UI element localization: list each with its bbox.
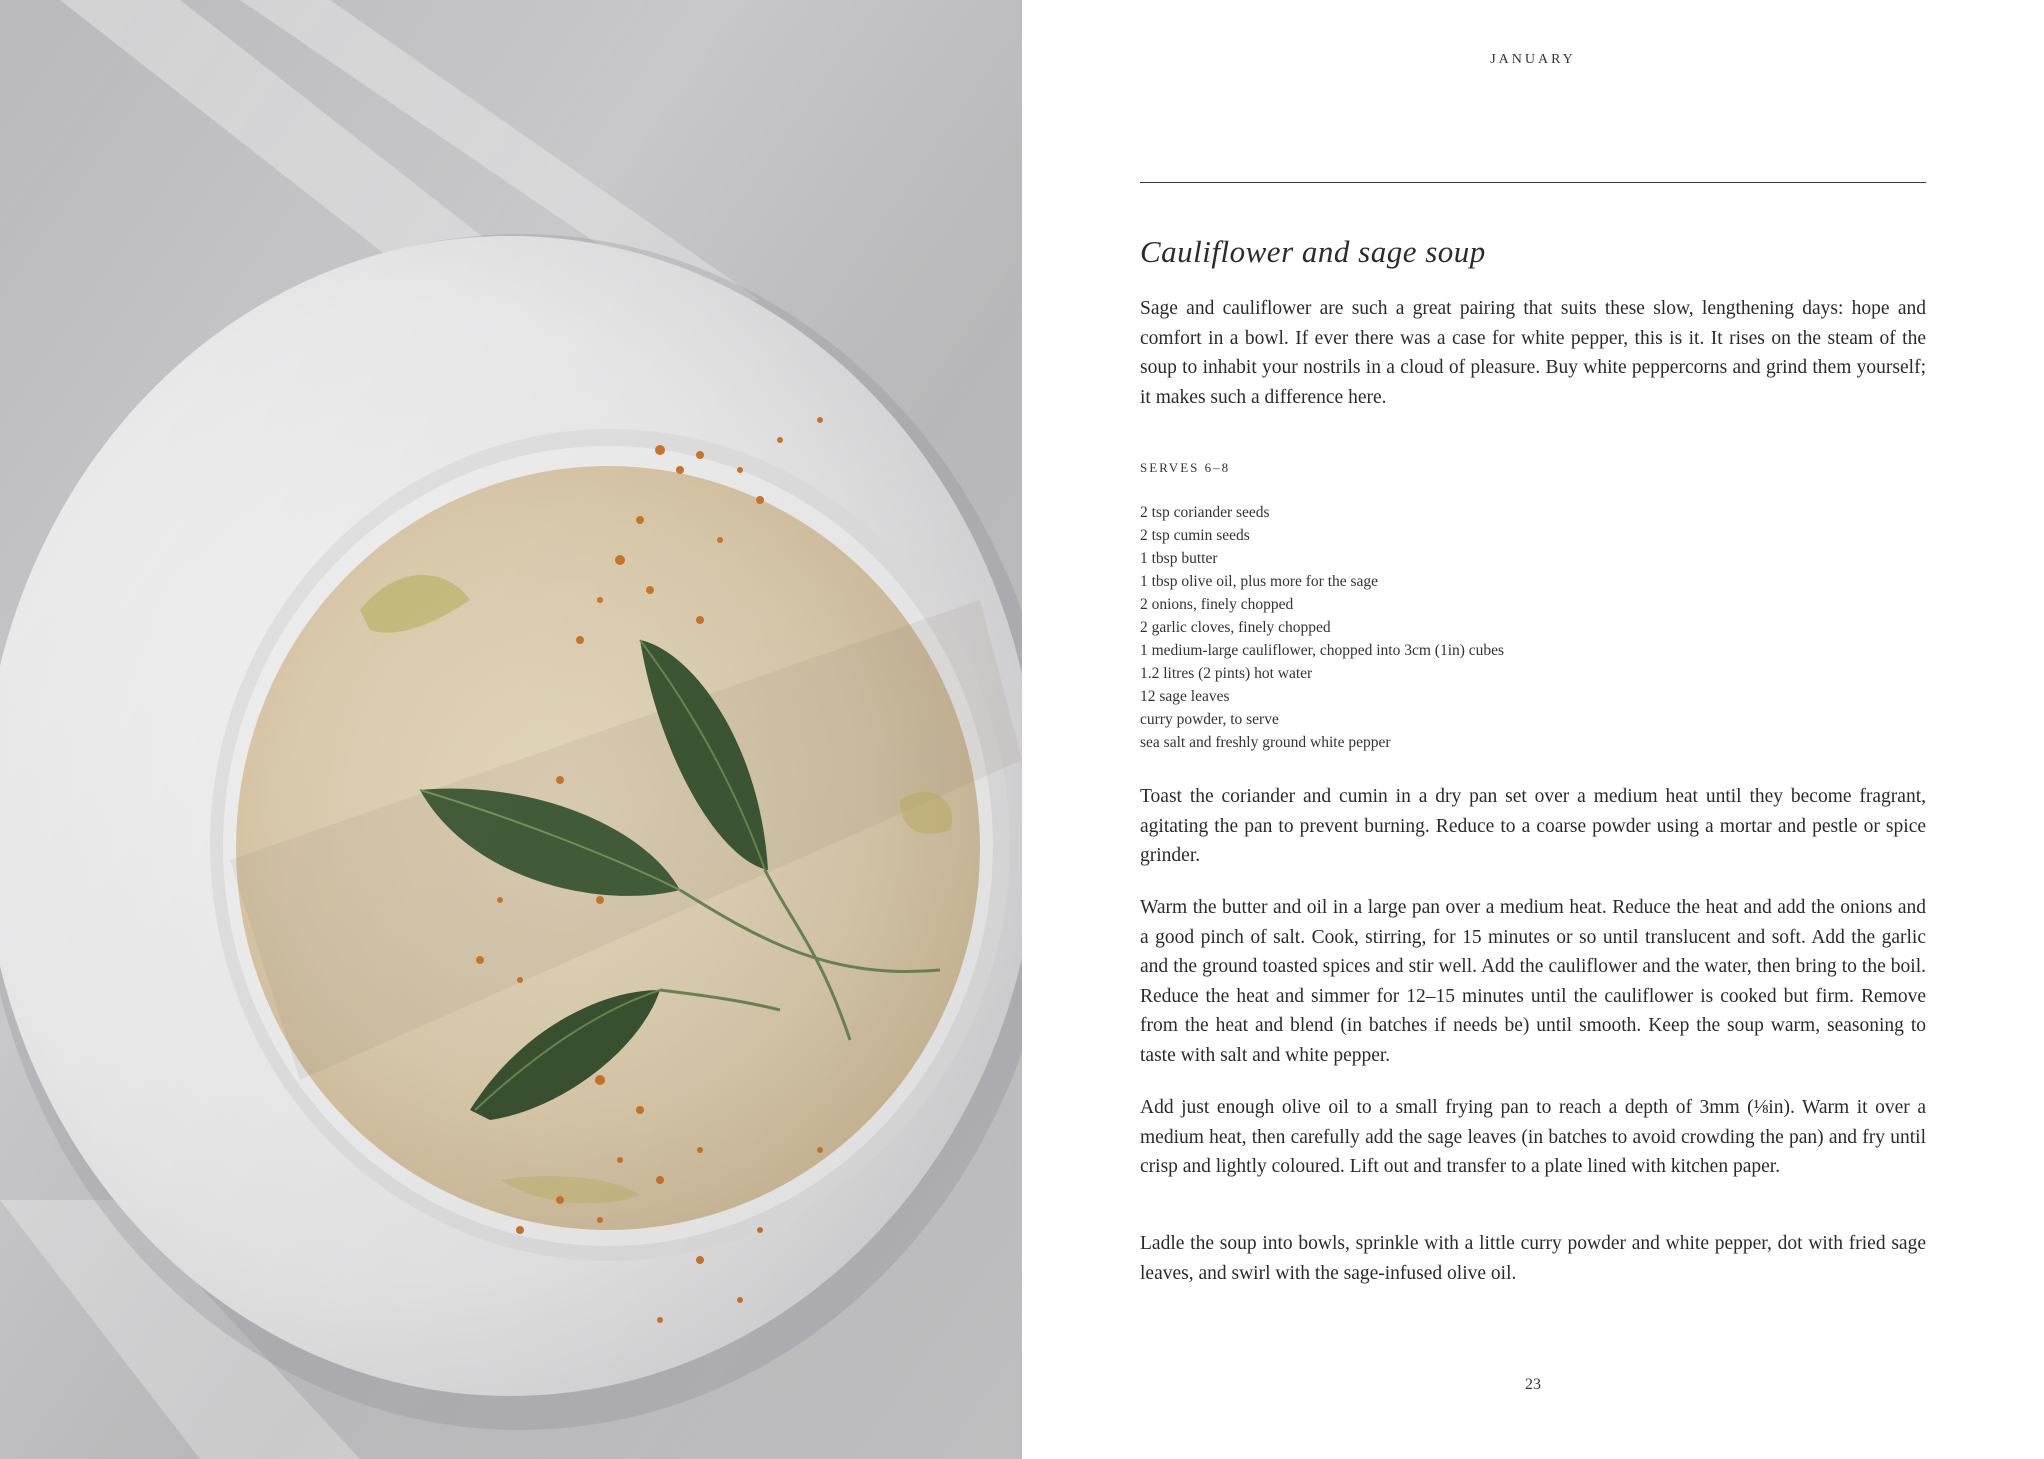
method-step-1: Toast the coriander and cumin in a dry pan set over a medium heat until they become fragrant, agitating the pan to prevent burning. Reduce to a coarse powder using a mortar and pestle or spice grinder. — [1140, 786, 1926, 866]
ingredient-item: sea salt and freshly ground white pepper — [1140, 734, 1391, 751]
ingredient-item: 2 onions, finely chopped — [1140, 596, 1294, 613]
page-number: 23 — [1525, 1376, 1541, 1393]
method-step-2: Warm the butter and oil in a large pan over a medium heat. Reduce the heat and add the onions and a good pinch of salt. Cook, stirring, for 15 minutes or so until translucent and soft. Add the garlic and the ground toasted spices and stir well. Add the cauliflower and the water, then bring to the boil. Reduce the heat and simmer for 12–15 minutes until the cauliflower is cooked but firm. Remove from the heat and blend (in batches if needs be) until smooth. Keep the soup warm, seasoning to taste with salt and white pepper. — [1140, 897, 1926, 1066]
method-step-4: Ladle the soup into bowls, sprinkle with a little curry powder and white pepper, dot with fried sage leaves, and swirl with the sage-infused olive oil. — [1140, 1233, 1926, 1284]
running-head: JANUARY — [1490, 52, 1576, 67]
recipe-title: Cauliflower and sage soup — [1140, 234, 1486, 269]
ingredient-item: 1 tbsp olive oil, plus more for the sage — [1140, 573, 1379, 590]
ingredient-item: 2 garlic cloves, finely chopped — [1140, 619, 1331, 636]
recipe-intro: Sage and cauliflower are such a great pairing that suits these slow, lengthening days: hope and comfort in a bowl. If ever there was a case for white pepper, this is it. It rises on the steam of the soup to inhabit your nostrils in a cloud of pleasure. Buy white peppercorns and grind them yourself; it makes such a difference here. — [1140, 298, 1926, 408]
ingredient-item: 12 sage leaves — [1140, 688, 1230, 705]
ingredient-item: 1 medium-large cauliflower, chopped into 3cm (1in) cubes — [1140, 642, 1505, 659]
ingredients-list — [1140, 501, 1926, 754]
serves-label: SERVES 6–8 — [1140, 460, 1231, 475]
ingredient-item: 2 tsp cumin seeds — [1140, 527, 1250, 544]
method-step-3: Add just enough olive oil to a small frying pan to reach a depth of 3mm (⅛in). Warm it over a medium heat, then carefully add the sage leaves (in batches to avoid crowding the pan) and fry until crisp and lightly coloured. Lift out and transfer to a plate lined with kitchen paper. — [1140, 1097, 1926, 1177]
ingredient-item: 2 tsp coriander seeds — [1140, 504, 1270, 521]
ingredient-item: 1 tbsp butter — [1140, 550, 1218, 567]
recipe-page — [1022, 0, 2044, 1459]
ingredient-item: curry powder, to serve — [1140, 711, 1279, 728]
ingredient-item: 1.2 litres (2 pints) hot water — [1140, 665, 1313, 682]
header-rule — [1140, 182, 1926, 183]
